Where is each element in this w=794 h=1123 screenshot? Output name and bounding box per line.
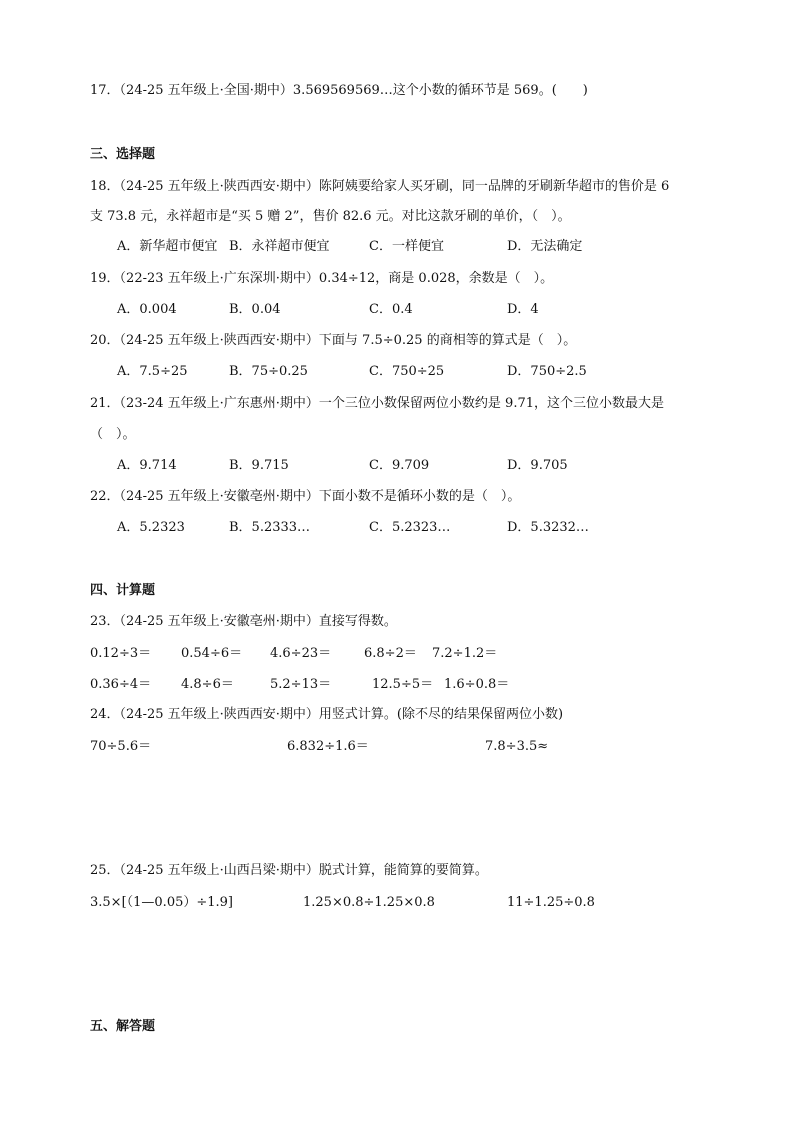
q23-r1-c1: 0.12÷3＝: [90, 646, 152, 661]
q24-item-2: 6.832÷1.6＝: [287, 739, 369, 754]
question-20: 20．（24-25 五年级上·陕西西安·期中）下面与 7.5÷0.25 的商相等的算式是（ ）。: [90, 333, 577, 348]
question-18-line1: 18．（24-25 五年级上·陕西西安·期中）陈阿姨要给家人买牙刷，同一品牌的牙刷新华超市的售价是 6: [90, 179, 670, 194]
q22-option-d: D．5.3232…: [507, 520, 589, 535]
q19-option-b: B．0.04: [229, 302, 281, 317]
q23-r2-c4: 12.5÷5＝: [372, 677, 434, 692]
q21-option-a: A．9.714: [117, 458, 177, 473]
section-title-calculation: 四、计算题: [90, 583, 156, 598]
q23-r1-c3: 4.6÷23＝: [270, 646, 332, 661]
q18-option-c: C．一样便宜: [369, 239, 444, 254]
q21-option-b: B．9.715: [229, 458, 289, 473]
q22-option-b: B．5.2333…: [229, 520, 311, 535]
q19-option-a: A．0.004: [117, 302, 177, 317]
question-25: 25．（24-25 五年级上·山西吕梁·期中）脱式计算，能简算的要简算。: [90, 863, 488, 878]
question-18-line2: 支 73.8 元，永祥超市是“买 5 赠 2”，售价 82.6 元。对比这款牙刷的单价，（ ）。: [90, 209, 571, 224]
q18-option-a: A．新华超市便宜: [117, 239, 218, 254]
q25-item-2: 1.25×0.8÷1.25×0.8: [303, 895, 435, 910]
q22-option-c: C．5.2323…: [369, 520, 451, 535]
q20-option-d: D．750÷2.5: [507, 364, 587, 379]
question-17: 17．（24-25 五年级上·全国·期中）3.569569569…这个小数的循环节是 569。( ): [90, 83, 588, 98]
q24-item-3: 7.8÷3.5≈: [485, 739, 549, 754]
q23-r2-c2: 4.8÷6＝: [181, 677, 234, 692]
q23-r1-c5: 7.2÷1.2＝: [432, 646, 498, 661]
q23-r2-c3: 5.2÷13＝: [270, 677, 332, 692]
q19-option-c: C．0.4: [369, 302, 413, 317]
q24-item-1: 70÷5.6＝: [90, 739, 152, 754]
question-23: 23．（24-25 五年级上·安徽亳州·期中）直接写得数。: [90, 614, 397, 629]
q25-item-3: 11÷1.25÷0.8: [507, 895, 595, 910]
question-21-line2: （ ）。: [90, 427, 136, 442]
q20-option-c: C．750÷25: [369, 364, 445, 379]
q21-option-c: C．9.709: [369, 458, 430, 473]
question-22: 22．（24-25 五年级上·安徽亳州·期中）下面小数不是循环小数的是（ ）。: [90, 489, 521, 504]
q19-option-d: D．4: [507, 302, 539, 317]
q20-option-b: B．75÷0.25: [229, 364, 308, 379]
q23-r1-c2: 0.54÷6＝: [181, 646, 243, 661]
q23-r2-c5: 1.6÷0.8＝: [444, 677, 510, 692]
question-19: 19．（22-23 五年级上·广东深圳·期中）0.34÷12，商是 0.028，余数是（ ）。: [90, 271, 554, 286]
q23-r1-c4: 6.8÷2＝: [364, 646, 417, 661]
q18-option-b: B．永祥超市便宜: [229, 239, 330, 254]
q18-option-d: D．无法确定: [507, 239, 583, 254]
q23-r2-c1: 0.36÷4＝: [90, 677, 152, 692]
q25-item-1: 3.5×[（1—0.05）÷1.9]: [90, 895, 233, 910]
question-24: 24．（24-25 五年级上·陕西西安·期中）用竖式计算。(除不尽的结果保留两位小数): [90, 707, 564, 722]
question-21-line1: 21．（23-24 五年级上·广东惠州·期中）一个三位小数保留两位小数约是 9.71，这个三位小数最大是: [90, 396, 664, 411]
q21-option-d: D．9.705: [507, 458, 568, 473]
q22-option-a: A．5.2323: [117, 520, 185, 535]
section-title-choice: 三、选择题: [90, 147, 156, 162]
section-title-answer: 五、解答题: [90, 1019, 156, 1034]
q20-option-a: A．7.5÷25: [117, 364, 188, 379]
